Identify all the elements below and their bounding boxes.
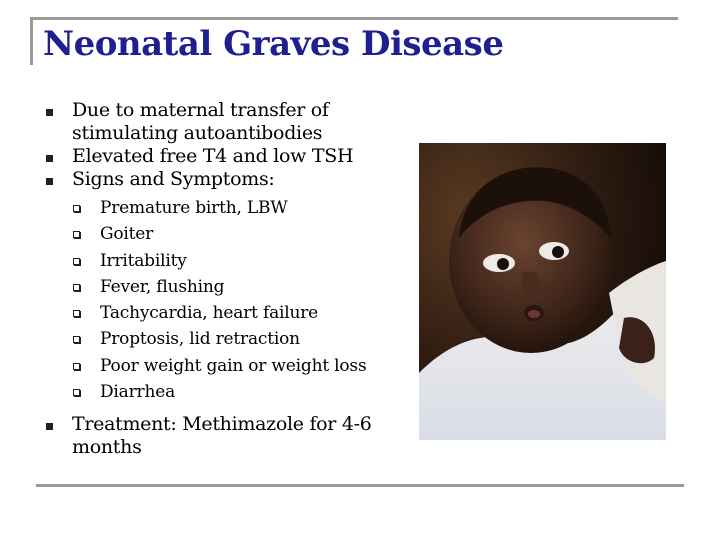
- bullet-text: Treatment: Methimazole for 4-6 months: [72, 413, 372, 459]
- hollow-square-bullet-icon: [73, 389, 80, 396]
- hollow-square-bullet-icon: [73, 336, 80, 343]
- symptom-list: [72, 195, 404, 405]
- slide-title: Neonatal Graves Disease: [43, 24, 504, 64]
- bullet-item: [44, 99, 404, 145]
- frame-line-top: [30, 17, 678, 20]
- square-bullet-icon: [46, 109, 53, 116]
- symptom-item: [72, 248, 404, 274]
- symptom-item: [72, 221, 404, 247]
- symptom-text: Poor weight gain or weight loss: [100, 355, 367, 376]
- symptom-item: [72, 353, 404, 379]
- bullet-text: Due to maternal transfer of stimulating autoantibodies: [72, 99, 329, 144]
- bullet-item: [44, 145, 404, 168]
- frame-line-bottom: [36, 484, 684, 487]
- bullet-text: Elevated free T4 and low TSH: [72, 145, 354, 167]
- hollow-square-bullet-icon: [73, 363, 80, 370]
- symptom-text: Diarrhea: [100, 382, 175, 403]
- square-bullet-icon: [46, 155, 53, 162]
- bullet-item: [44, 168, 404, 405]
- infant-photo-icon: [419, 143, 666, 440]
- symptom-item: [72, 300, 404, 326]
- hollow-square-bullet-icon: [73, 310, 80, 317]
- symptom-text: Fever, flushing: [100, 276, 225, 297]
- symptom-text: Tachycardia, heart failure: [100, 303, 319, 324]
- bullet-list: [44, 99, 404, 459]
- symptom-text: Irritability: [100, 250, 187, 271]
- symptom-item: [72, 379, 404, 405]
- infant-photo: [419, 143, 666, 440]
- hollow-square-bullet-icon: [73, 205, 80, 212]
- symptom-text: Proptosis, lid retraction: [100, 329, 300, 350]
- bullet-text: Signs and Symptoms:: [72, 168, 275, 190]
- symptom-text: Goiter: [100, 224, 154, 245]
- square-bullet-icon: [46, 178, 53, 185]
- square-bullet-icon: [46, 423, 53, 430]
- hollow-square-bullet-icon: [73, 231, 80, 238]
- symptom-item: [72, 326, 404, 352]
- symptom-item: [72, 274, 404, 300]
- bullet-item: [44, 413, 404, 459]
- symptom-item: [72, 195, 404, 221]
- frame-line-left: [30, 17, 33, 65]
- symptom-text: Premature birth, LBW: [100, 198, 288, 218]
- hollow-square-bullet-icon: [73, 284, 80, 291]
- hollow-square-bullet-icon: [73, 258, 80, 265]
